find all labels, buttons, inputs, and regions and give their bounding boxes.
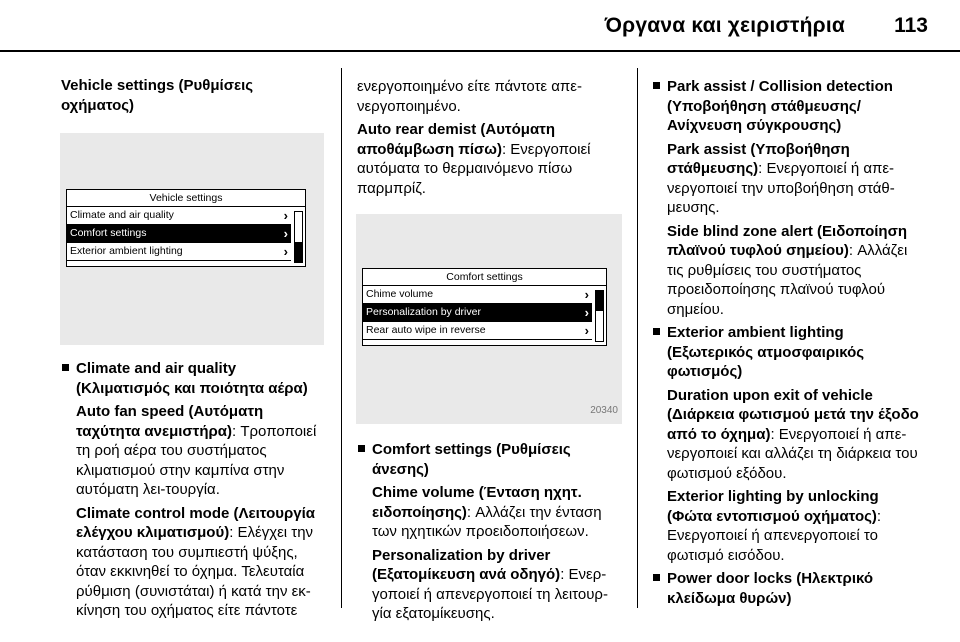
bullet-title: Comfort settings (Ρυθμίσεις άνεσης)	[372, 441, 571, 478]
vehicle-settings-screen-figure	[60, 133, 324, 345]
paragraph-lighting-unlocking	[667, 487, 927, 565]
paragraph-personalization	[372, 546, 623, 624]
menu-item-rear-auto-wipe	[363, 322, 592, 340]
column-1	[61, 76, 327, 621]
bullet-square-icon	[653, 82, 660, 89]
term: Side blind zone alert (Ειδοποίηση πλαϊνού τυφλού σημείου)	[667, 222, 908, 259]
term: Auto rear demist (Αυτόματη αποθάμβωση πίσω)	[357, 121, 556, 158]
scrollbar	[294, 211, 303, 263]
comfort-settings-screen-figure	[356, 214, 622, 424]
page-number: 113	[894, 14, 928, 37]
scrollbar-thumb	[295, 242, 302, 262]
paragraph-park-assist	[667, 140, 927, 218]
bullet-park-assist	[652, 77, 927, 319]
bullet-title: Exterior ambient lighting (Εξωτερικός ατμοσφαιρικός φωτισμός)	[667, 324, 865, 380]
paragraph-auto-fan-speed	[76, 402, 327, 500]
bullet-title: Park assist / Collision detection (Υποβοήθηση στάθμευσης/ Ανίχνευση σύγκρουσης)	[667, 78, 893, 134]
menu-title: Comfort settings	[363, 269, 606, 286]
description: : Ενεργοποιεί ή απε-νεργοποιεί την υποβοήθηση στάθ-μευσης.	[667, 160, 895, 216]
description: : Ενεργοποιεί αυτόματα το θερμαινόμενο πίσω παρμπρίζ.	[357, 140, 591, 197]
menu-item-label: Chime volume	[366, 288, 434, 300]
section-title: Vehicle settings (Ρυθμίσεις οχήματος)	[61, 77, 254, 114]
menu-item-climate	[67, 207, 291, 225]
bullet-comfort	[357, 440, 623, 624]
term: Exterior lighting by unlocking (Φώτα εντοπισμού οχήματος)	[667, 488, 879, 525]
chevron-right-icon: ›	[283, 244, 288, 259]
running-header-title: Όργανα και χειριστήρια	[604, 14, 845, 37]
paragraph-continued: ενεργοποιημένο είτε πάντοτε απε-νεργοποιημένο.	[357, 78, 582, 115]
bullet-power-door-locks	[652, 569, 927, 608]
menu-item-comfort	[67, 225, 291, 243]
comfort-settings-menu	[362, 268, 607, 346]
column-divider	[637, 68, 638, 608]
menu-item-label: Exterior ambient lighting	[70, 245, 183, 257]
menu-item-exterior-lighting	[67, 243, 291, 261]
description: : Ενερ-γοποιεί ή απενεργοποιεί τη λειτουρ-γία εξατομίκευσης.	[372, 566, 608, 622]
bullet-exterior-lighting	[652, 323, 927, 565]
bullet-square-icon	[653, 328, 660, 335]
menu-item-label: Personalization by driver	[366, 306, 481, 318]
paragraph-duration-exit	[667, 386, 927, 484]
menu-item-personalization	[363, 304, 592, 322]
paragraph-chime-volume	[372, 483, 623, 542]
chevron-right-icon: ›	[283, 226, 288, 241]
bullet-climate	[61, 359, 327, 621]
scrollbar	[595, 290, 604, 342]
header-rule	[0, 50, 960, 52]
paragraph-climate-control-mode	[76, 504, 327, 621]
term: Chime volume (Ένταση ηχητ. ειδοποίησης)	[372, 484, 582, 521]
description: : Ενεργοποιεί ή απενεργοποιεί το φωτισμό εισόδου.	[667, 507, 882, 564]
menu-title: Vehicle settings	[67, 190, 305, 207]
term: Park assist (Υποβοήθηση στάθμευσης)	[667, 140, 850, 177]
menu-item-chime-volume	[363, 286, 592, 304]
term: Auto fan speed (Αυτόματη ταχύτητα ανεμιστήρα)	[76, 403, 264, 440]
bullet-square-icon	[62, 364, 69, 371]
scrollbar-thumb	[596, 291, 603, 311]
bullet-title: Climate and air quality (Κλιματισμός και ποιότητα αέρα)	[76, 360, 308, 397]
chevron-right-icon: ›	[283, 208, 288, 223]
description: : Αλλάζει την ένταση των ηχητικών προειδοποιήσεων.	[372, 503, 602, 540]
term: Duration upon exit of vehicle (Διάρκεια φωτισμού μετά την έξοδο από το όχημα)	[667, 386, 919, 443]
vehicle-settings-menu	[66, 189, 306, 267]
description: : Αλλάζει τις ρυθμίσεις του συστήματος προειδοποίησης πλαϊνού τυφλού σημείου.	[667, 242, 908, 318]
figure-code: 20340	[590, 404, 618, 416]
paragraph-side-blind-zone	[667, 222, 927, 320]
description: : Ελέγχει την κατάσταση του συμπιεστή ψύξης, όταν εκκινηθεί το όχημα. Τελευταία ρύθμιση (συνιστάται) ή κατά την εκ-κίνηση του οχήματος είτε πάντοτε	[76, 524, 314, 619]
column-divider	[341, 68, 342, 608]
bullet-square-icon	[358, 445, 365, 452]
term: Personalization by driver (Εξατομίκευση ανά οδηγό)	[372, 546, 561, 583]
term: Climate control mode (Λειτουργία ελέγχου κλιματισμού)	[76, 504, 315, 541]
menu-item-label: Climate and air quality	[70, 209, 174, 221]
menu-item-label: Comfort settings	[70, 227, 147, 239]
column-3	[652, 77, 927, 608]
description: : Ενεργοποιεί ή απε-νεργοποιεί και αλλάζει τη διάρκεια του φωτισμού εξόδου.	[667, 425, 918, 482]
chevron-right-icon: ›	[584, 287, 589, 302]
column-2	[357, 77, 623, 624]
paragraph-auto-rear-demist	[357, 120, 623, 198]
menu-item-label: Rear auto wipe in reverse	[366, 324, 486, 336]
bullet-square-icon	[653, 574, 660, 581]
description: : Τροποποιεί τη ροή αέρα του συστήματος κλιματισμού στην καμπίνα στην αυτόματη λει-τουργία.	[76, 422, 317, 498]
bullet-title: Power door locks (Ηλεκτρικό κλείδωμα θυρών)	[667, 570, 874, 607]
chevron-right-icon: ›	[584, 323, 589, 338]
chevron-right-icon: ›	[584, 305, 589, 320]
